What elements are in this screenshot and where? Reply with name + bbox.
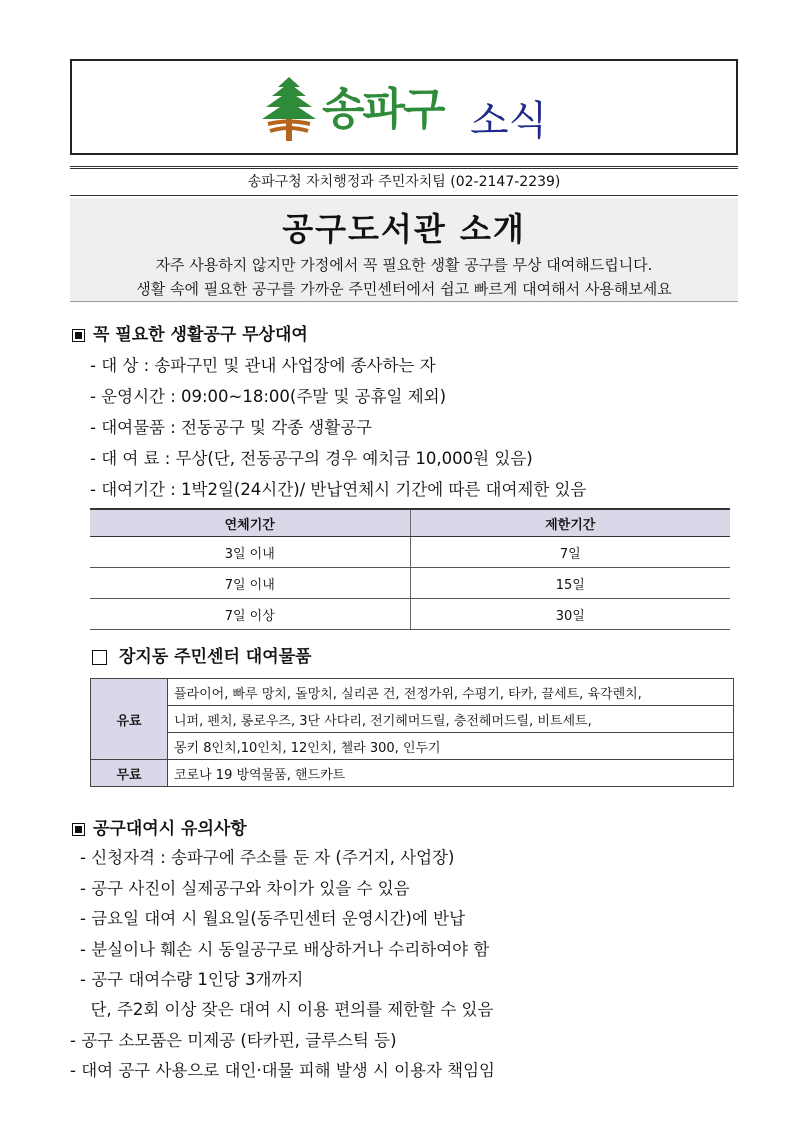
column-header: 연체기간: [90, 509, 410, 537]
section-heading-jangji: [92, 642, 311, 667]
list-item: - 분실이나 훼손 시 동일공구로 배상하거나 수리하여야 함: [80, 940, 490, 959]
table-row: [91, 733, 734, 760]
table-row: [90, 537, 730, 568]
paid-label: 유료: [91, 679, 168, 760]
list-item: - 운영시간 : 09:00~18:00(주말 및 공휴일 제외): [90, 387, 447, 406]
empty-square-icon: [92, 650, 107, 665]
section-heading-text: 공구대여시 유의사항: [93, 819, 247, 839]
filled-square-icon: [72, 329, 85, 342]
table-cell: 3일 이내: [90, 537, 410, 568]
table-row: [91, 706, 734, 733]
list-item: - 대 여 료 : 무상(단, 전동공구의 경우 예치금 10,000원 있음): [90, 449, 533, 468]
logo-text: 송파구: [322, 84, 444, 135]
table-cell: 니퍼, 펜치, 롱로우즈, 3단 사다리, 전기헤머드릴, 충전헤머드릴, 비트세트,: [168, 706, 734, 733]
list-item: - 공구 소모품은 미제공 (타카핀, 글루스틱 등): [70, 1031, 397, 1050]
list-item: - 대여물품 : 전동공구 및 각종 생활공구: [90, 418, 373, 437]
table-cell: 플라이어, 빠루 망치, 돌망치, 실리콘 건, 전정가위, 수평기, 타카, 끌세트, 육각렌치,: [168, 679, 734, 706]
table-cell: 몽키 8인치,10인치, 12인치, 첼라 300, 인두기: [168, 733, 734, 760]
header-box: [70, 59, 738, 155]
free-label: 무료: [91, 760, 168, 787]
table-cell: 7일 이내: [90, 568, 410, 599]
list-item: - 공구 대여수량 1인당 3개까지: [80, 970, 304, 989]
overdue-table: [90, 508, 730, 630]
title-band: [70, 198, 738, 302]
table-cell: 7일 이상: [90, 599, 410, 630]
department-line: 송파구청 자치행정과 주민자치팀 (02-2147-2239): [70, 166, 738, 196]
table-cell: 30일: [410, 599, 730, 630]
list-item: - 대여기간 : 1박2일(24시간)/ 반납연체시 기간에 따른 대여제한 있음: [90, 480, 587, 499]
table-row: [90, 568, 730, 599]
table-row: [91, 679, 734, 706]
page-title: 공구도서관 소개: [282, 210, 526, 248]
table-cell: 7일: [410, 537, 730, 568]
section-heading-notes: [72, 814, 247, 839]
rental-items-table: [90, 678, 734, 787]
table-cell: 15일: [410, 568, 730, 599]
table-row: [90, 599, 730, 630]
list-item: - 공구 사진이 실제공구와 차이가 있을 수 있음: [80, 879, 410, 898]
list-item: 단, 주2회 이상 잦은 대여 시 이용 편의를 제한할 수 있음: [80, 1000, 494, 1019]
table-header-row: [90, 509, 730, 537]
list-item: - 신청자격 : 송파구에 주소를 둔 자 (주거지, 사업장): [80, 848, 455, 867]
list-item: - 대 상 : 송파구민 및 관내 사업장에 종사하는 자: [90, 356, 436, 375]
section-heading-free-rental: [72, 320, 308, 345]
table-cell: 코로나 19 방역물품, 핸드카트: [168, 760, 734, 787]
tree-logo-icon: [260, 75, 318, 143]
table-row: [91, 760, 734, 787]
intro-line-1: 자주 사용하지 않지만 가정에서 꼭 필요한 생활 공구를 무상 대여해드립니다.: [155, 256, 653, 274]
list-item: - 금요일 대여 시 월요일(동주민센터 운영시간)에 반납: [80, 909, 466, 928]
news-label: 소식: [470, 98, 548, 144]
column-header: 제한기간: [410, 509, 730, 537]
list-item: - 대여 공구 사용으로 대인·대물 피해 발생 시 이용자 책임임: [70, 1061, 495, 1080]
intro-line-2: 생활 속에 필요한 공구를 가까운 주민센터에서 쉽고 빠르게 대여해서 사용해보세요: [136, 280, 672, 298]
section-heading-text: 꼭 필요한 생활공구 무상대여: [93, 325, 308, 345]
filled-square-icon: [72, 823, 85, 836]
section-heading-text: 장지동 주민센터 대여물품: [119, 647, 312, 667]
